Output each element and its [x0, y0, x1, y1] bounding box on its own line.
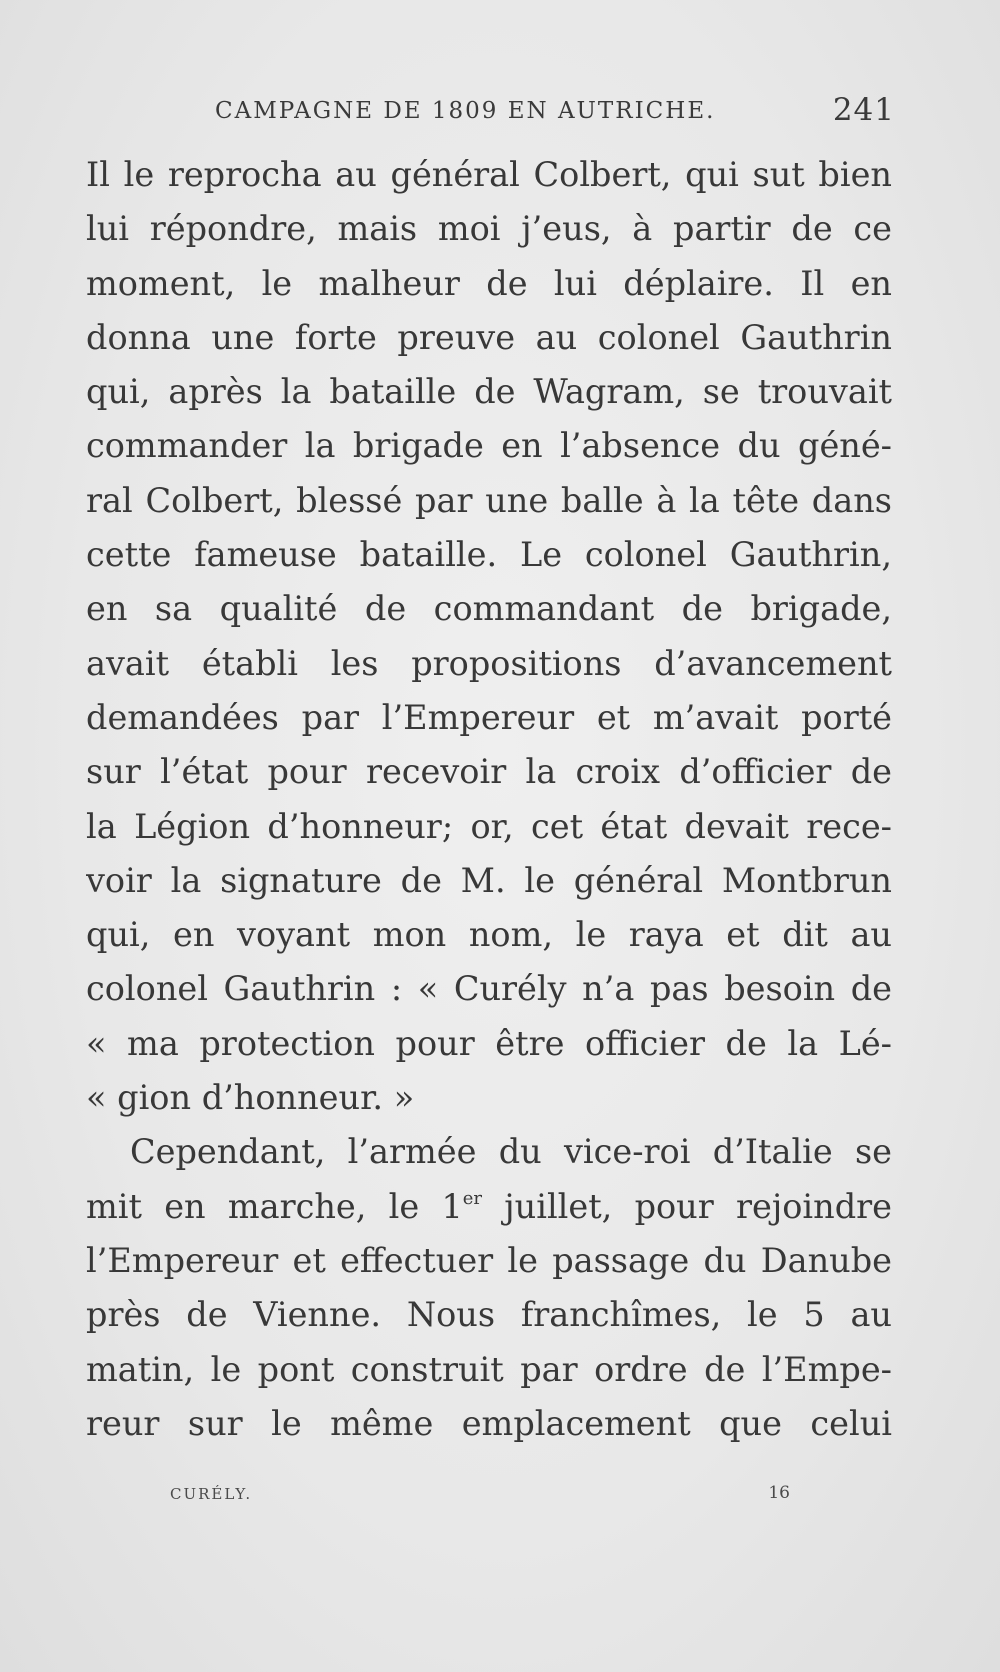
text-line: en sa qualité de commandant de brigade,: [86, 589, 892, 629]
text-line: voir la signature de M. le général Montbrun: [86, 860, 892, 900]
signature-mark: CURÉLY.: [170, 1485, 253, 1503]
page-number: 241: [832, 92, 895, 128]
ordinal-superscript: er: [462, 1187, 483, 1209]
running-title: CAMPAGNE DE 1809 EN AUTRICHE.: [215, 98, 716, 124]
text-line: reur sur le même emplacement que celui: [86, 1403, 892, 1443]
text-line: « ma protection pour être officier de la Lé-: [86, 1023, 892, 1063]
text-line: lui répondre, mais moi j’eus, à partir de ce: [86, 209, 892, 249]
page-header: [215, 92, 895, 132]
text-line: ral Colbert, blessé par une balle à la tête dans: [86, 480, 892, 520]
text-line: « gion d’honneur. »: [86, 1078, 415, 1118]
text-line: demandées par l’Empereur et m’avait porté: [86, 697, 892, 737]
text-line: matin, le pont construit par ordre de l’Empe-: [86, 1349, 892, 1389]
signature-number: 16: [768, 1483, 790, 1503]
page-footer: [170, 1485, 790, 1515]
body-text: [86, 148, 892, 1451]
text-line: avait établi les propositions d’avancement: [86, 643, 892, 683]
text-segment: juillet, pour rejoindre: [482, 1186, 892, 1226]
text-line: sur l’état pour recevoir la croix d’officier de: [86, 752, 892, 792]
text-line: Il le reprocha au général Colbert, qui sut bien: [86, 155, 892, 194]
text-line: l’Empereur et effectuer le passage du Danube: [86, 1240, 892, 1280]
paragraph-start-line: Cependant, l’armée du vice-roi d’Italie se: [130, 1132, 892, 1172]
text-line: cette fameuse bataille. Le colonel Gauthrin,: [86, 535, 892, 575]
text-line: moment, le malheur de lui déplaire. Il en: [86, 263, 892, 303]
text-line: colonel Gauthrin : « Curély n’a pas besoin de: [86, 969, 892, 1009]
text-line: près de Vienne. Nous franchîmes, le 5 au: [86, 1295, 892, 1335]
text-line-with-superscript: [86, 1180, 892, 1234]
text-segment: mit en marche, le 1: [86, 1186, 463, 1226]
text-line: qui, après la bataille de Wagram, se trouvait: [86, 372, 892, 412]
text-line: commander la brigade en l’absence du géné-: [86, 426, 892, 466]
text-line: la Légion d’honneur; or, cet état devait rece-: [86, 806, 892, 846]
text-line: qui, en voyant mon nom, le raya et dit au: [86, 915, 892, 955]
text-line: donna une forte preuve au colonel Gauthrin: [86, 317, 892, 357]
